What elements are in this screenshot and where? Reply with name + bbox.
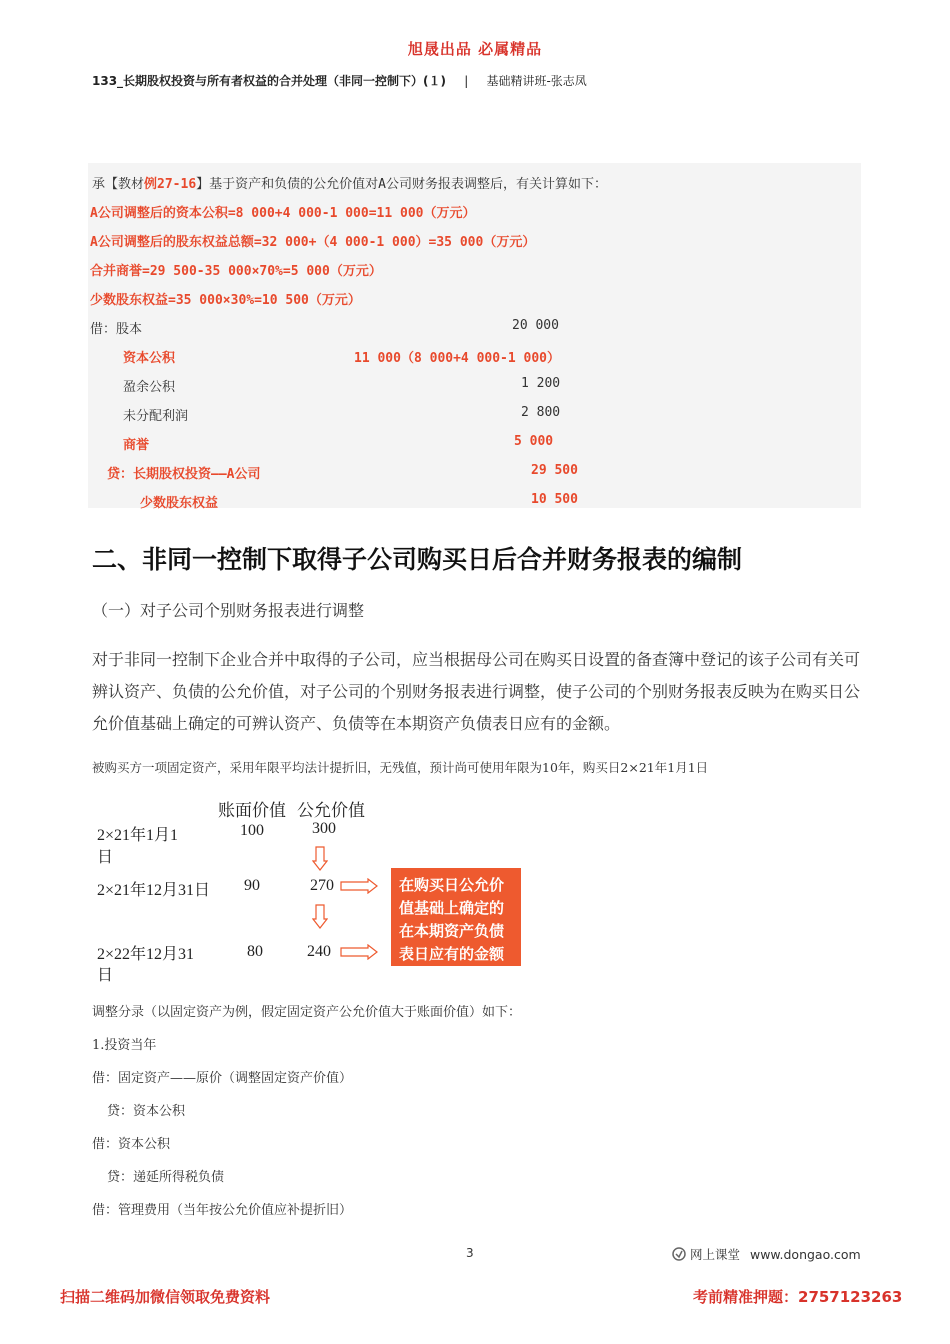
entry-label: 未分配利润 [123,409,189,424]
callout-box [391,868,521,966]
subsection-title: （一）对子公司个别财务报表进行调整 [92,601,365,620]
page-number: 3 [466,1246,474,1260]
callout-line: 值基础上确定的 [399,899,505,917]
site-url[interactable]: www.dongao.com [749,1247,861,1262]
entry-label: 盈余公积 [123,380,176,395]
adjust-line: 贷：递延所得税负债 [107,1170,225,1185]
entry-amount: 11 000（8 000+4 000-1 000） [354,351,561,366]
row-fair-value: 300 [312,820,336,837]
intro-suffix: 】基于资产和负债的公允价值对A公司财务报表调整后，有关计算如下： [196,177,607,192]
row-date-cont: 日 [97,849,114,866]
row-book-value: 80 [247,943,263,960]
entry-label: 借：股本 [90,322,143,337]
calc-line: 少数股东权益=35 000×30%=10 500（万元） [90,293,361,308]
footer-promo-right: 考前精准押题：2757123263 [693,1288,903,1306]
row-date: 2×22年12月31 [97,946,195,963]
row-date-cont: 日 [97,967,114,984]
adjust-year: 1.投资当年 [92,1038,157,1053]
calc-line: A公司调整后的股东权益总额=32 000+（4 000-1 000）=35 000（万元） [90,235,536,250]
entry-amount: 1 200 [521,376,561,391]
section-title: 二、非同一控制下取得子公司购买日后合并财务报表的编制 [92,545,743,574]
entry-amount: 10 500 [531,492,578,507]
adjust-line: 借：管理费用（当年按公允价值应补提折旧） [92,1203,353,1218]
calc-line: A公司调整后的资本公积=8 000+4 000-1 000=11 000（万元） [90,206,476,221]
entry-label: 少数股东权益 [140,496,219,511]
intro-ref: 例27-16 [144,177,197,192]
dongao-logo-icon [672,1247,686,1261]
entry-amount: 2 800 [521,405,561,420]
callout-line: 在本期资产负债 [399,922,505,940]
entry-amount: 20 000 [512,318,559,333]
adjust-line: 借：固定资产——原价（调整固定资产价值） [92,1071,353,1086]
callout-line: 在购买日公允价 [399,876,505,894]
callout-line: 表日应有的金额 [399,945,505,963]
row-book-value: 90 [244,877,260,894]
entry-amount: 29 500 [531,463,578,478]
row-book-value: 100 [240,822,264,839]
header-separator: | [464,74,469,88]
header-title: 133_长期股权投资与所有者权益的合并处理（非同一控制下）(１) [92,74,447,88]
arrow-right-icon [340,878,378,894]
calc-line: 合并商誉=29 500-35 000×70%=5 000（万元） [90,264,382,279]
header-course: 基础精讲班-张志凤 [486,74,587,88]
adjust-title: 调整分录（以固定资产为例，假定固定资产公允价值大于账面价值）如下： [92,1005,522,1020]
col-header-fair: 公允价值 [297,801,365,820]
document-header [92,72,587,89]
row-fair-value: 270 [310,877,334,894]
footer-promo-left: 扫描二维码加微信领取免费资料 [60,1288,271,1306]
entry-amount: 5 000 [514,434,554,449]
col-header-book: 账面价值 [218,801,286,820]
intro-prefix: 承【教材 [92,177,145,192]
entry-label: 贷：长期股权投资——A公司 [107,467,261,482]
row-date: 2×21年12月31日 [97,882,211,899]
entry-label: 资本公积 [123,351,176,366]
arrow-down-icon [312,846,328,872]
entry-label: 商誉 [123,438,150,453]
arrow-right-icon [340,944,378,960]
footer-site [672,1245,861,1263]
arrow-down-icon [312,904,328,930]
asset-note: 被购买方一项固定资产，采用年限平均法计提折旧，无残值，预计尚可使用年限为10年，购买日2×21年1月1日 [92,760,709,775]
site-name: 网上课堂 [689,1247,740,1262]
body-paragraph: 对于非同一控制下企业合并中取得的子公司，应当根据母公司在购买日设置的备查簿中登记的该子公司有关可辨认资产、负债的公允价值，对子公司的个别财务报表进行调整，使子公司的个别财务报表反映为在购买日公允价值基础上确定的可辨认资产、负债等在本期资产负债表日应有的金额。 [92,650,861,733]
row-date: 2×21年1月1 [97,827,179,844]
brand-slogan: 旭晟出品 必属精品 [407,40,543,58]
row-fair-value: 240 [307,943,331,960]
adjust-line: 借：资本公积 [92,1137,171,1152]
example-intro [92,173,607,192]
adjust-line: 贷：资本公积 [107,1104,186,1119]
